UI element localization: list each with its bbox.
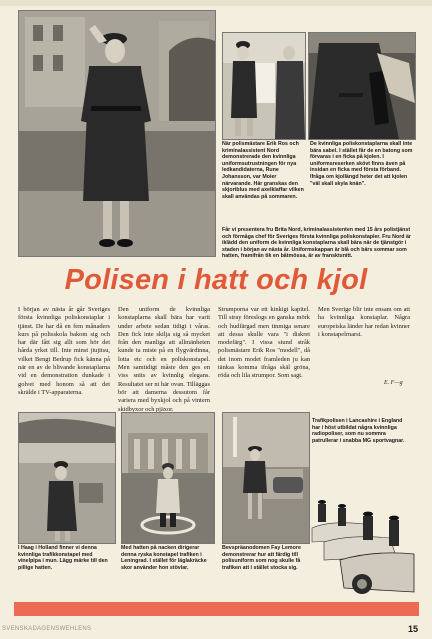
caption-lancashire: Trafikpolisen i Lancashire i England har i höst utbildat några kvinnliga radiopoliser, som nu sommra patrullerar i snabba MG sportvagnar.: [312, 418, 405, 444]
caption-leningrad: Med hatten på nacken dirigerar denna ryska konstapel trafiken i Leningrad. I stället för läglakräcke skor använder hon stövlar.: [121, 545, 207, 571]
footer-color-band: [14, 602, 419, 616]
photo-leningrad-traffic: [121, 412, 215, 544]
author-signature: E. F—g: [384, 380, 403, 386]
photo-uniform-demonstration: [222, 32, 306, 140]
photo-haag-traffic: [18, 412, 116, 544]
article-column-4: Men Sverige blir inte ensam om att ha kvinnliga konstaplar. Några europeiska länder har redan kvinner i konstapelrnarst.: [318, 306, 410, 338]
caption-mid-right: Får vi presentera fru Brita Nord, kriminalassistenten med 15 års polistjänst och förmåga chef för Sveriges första kvinnliga poliskonstapler. Fru Nord är iklädd den uniform de kvinnliga konstaplarna skall bära när de tjänstgör i staden i början av nästa år. Uniformskappan är blå och bärs sommar som hatten, framifrån tik en båtmössa, är av fransktsnitt.: [222, 227, 411, 260]
photo-policewoman-saluting: [18, 10, 216, 257]
watermark: SVENSKADAGENSWEHLENS: [2, 626, 92, 632]
top-edge: [0, 0, 432, 6]
caption-top-right: De kvinnliga poliskonstaplarna skall inte bära sabel. I stället får de en batong som förvaras i en ficka på kjolen. I uniformsreserken skövt finns även på insidan en ficka med första förband. Ifråga om kjollängd heter det att kjolen "väl skall skyla knän".: [310, 141, 413, 187]
caption-top-middle: När polismästare Erik Ros och kriminalassistent Nord demonstrerade den kvinnliga uniformsutrustningen för nya ledkandidaterna, Rune Johansson, var Moier närvarande. Här granskas den skjortblus med axelklaffar vilken skall användas på sommaren.: [222, 141, 304, 200]
page-number: 15: [407, 624, 418, 634]
article-column-1: I början av nästa år går Sveriges första kvinnliga poliskonstaplar i tjänst. De har då en fem månaders kurs på polisskola bakom sig och har där fått sig allt som hör det hårda yrket till. Inte minst jiujitsu, vilket Bengt Bedrup fick känna på när en av de blivande konstaplarna vid en demonstration dunkade i golvet med honom så att det skrälde i TV-apparaterna.: [18, 306, 110, 396]
headline: Polisen i hatt och kjol: [64, 264, 368, 296]
photo-batong-pocket: [308, 32, 416, 140]
caption-fay-lemore: Bevspräanodomen Fay Lemore demonstrerar hur att färdig till polisuniform som nog skulle få trafiken att i stället stocka sig.: [222, 545, 301, 571]
caption-haag: I Haag i Holland finner vi denna kvinnliga trafikkonstapel med vinelpipa i mun. Lägg märke till den pillige hatten.: [18, 545, 108, 571]
photo-fay-lemore: [222, 412, 310, 544]
article-column-2: Den uniform de kvinnliga konstaplarna skall bära har varit under arbete sedan tidigt i våras. Den fick inte skilja sig så mycket från den manliga att allmänheten kunde ta miste på en flygvärdinna, lotta etc och en poliskonstapel. Men samtidigt måste den ges en viss snits av kvinnlig elegans. Resultatet ser ni här ovan. Tilläggas bör att damerna dessutom får variera med byxkjol och på vintern skidbyxor och pjäxor.: [118, 306, 210, 413]
photo-lancashire-mg-cars: [310, 480, 414, 598]
article-column-3: Strumporna var ett kinkigt kapitel. Till stray föreslogs en ganska mörk och hudfärgad men tinmiga senare att dessa skulle vara "i diskret modefärg". I vissa stund stråk polismästare Erik Ros "modell", då det inom modet framleden ju kan tänkas komma ifråga skäl gröna, röda och lila strumpor. Som sagt.: [218, 306, 310, 380]
